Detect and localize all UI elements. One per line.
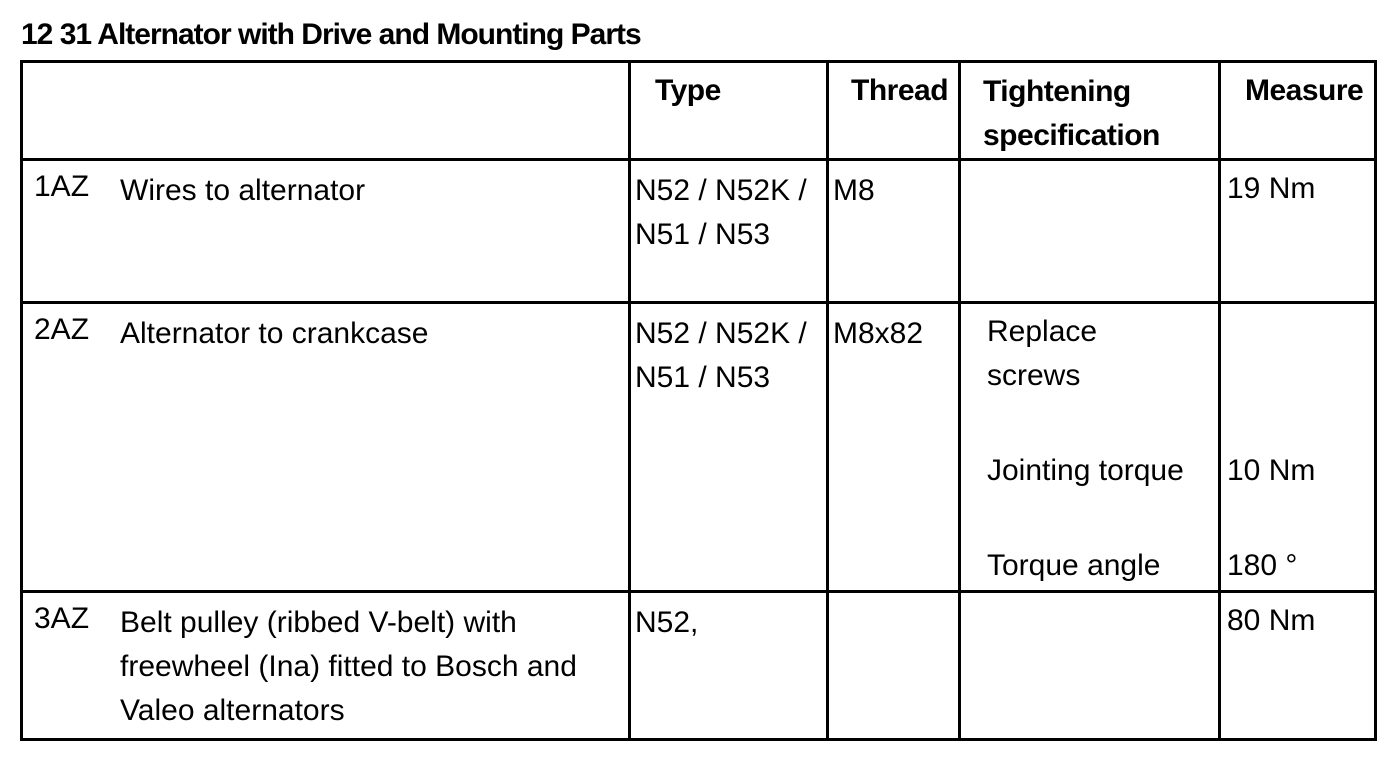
position-code: 3AZ: [34, 602, 90, 635]
position-cell: [22, 592, 630, 740]
position-code: 2AZ: [34, 313, 90, 346]
header-tightening-line2: specification: [983, 119, 1160, 152]
description: Wires to alternator: [120, 174, 366, 207]
table-row: [22, 303, 1376, 592]
measure-value: 10 Nm: [1227, 454, 1316, 487]
type-cell: N52 / N52K / N51 / N53: [630, 160, 828, 303]
tightening-cell: [960, 592, 1220, 740]
measure-value: 180 °: [1227, 549, 1298, 582]
header-position: [22, 62, 630, 160]
measure-cell: 80 Nm: [1220, 592, 1376, 740]
table-row: [22, 160, 1376, 303]
position-code: 1AZ: [34, 170, 90, 203]
header-type: Type: [630, 62, 828, 160]
header-tightening-line1: Tightening: [983, 75, 1131, 108]
page-title: 12 31 Alternator with Drive and Mounting Parts: [21, 18, 641, 51]
table-header-row: [22, 62, 1376, 160]
tightening-cell: [960, 160, 1220, 303]
thread-cell: M8: [828, 160, 960, 303]
tightening-step: Torque angle: [987, 549, 1161, 582]
header-tightening: [960, 62, 1220, 160]
thread-cell: [828, 592, 960, 740]
header-thread: Thread: [828, 62, 960, 160]
measure-cell: [1220, 303, 1376, 592]
tightening-step: Jointing torque: [987, 454, 1184, 487]
position-cell: [22, 160, 630, 303]
thread-cell: M8x82: [828, 303, 960, 592]
tightening-cell: [960, 303, 1220, 592]
type-cell: N52,: [630, 592, 828, 740]
position-cell: [22, 303, 630, 592]
type-cell: N52 / N52K / N51 / N53: [630, 303, 828, 592]
torque-spec-table: [20, 60, 1377, 741]
table-row: [22, 592, 1376, 740]
measure-cell: 19 Nm: [1220, 160, 1376, 303]
tightening-step: Replace screws: [987, 315, 1098, 392]
header-measure: Measure: [1220, 62, 1376, 160]
description: Alternator to crankcase: [120, 317, 429, 350]
description: Belt pulley (ribbed V-belt) with freewheel (Ina) fitted to Bosch and Valeo alternators: [120, 606, 577, 727]
